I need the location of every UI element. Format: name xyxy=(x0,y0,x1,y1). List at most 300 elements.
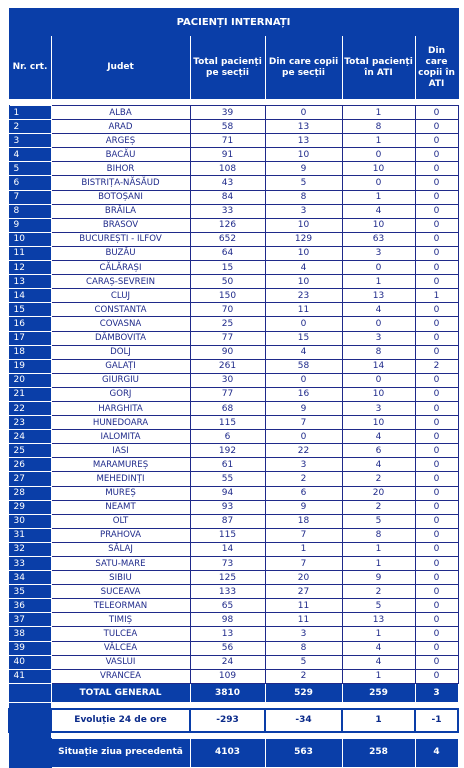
patients-table-container xyxy=(8,8,457,768)
cell-copii-ati: 0 xyxy=(415,106,458,120)
cell-nr: 15 xyxy=(9,303,51,317)
cell-copii: 7 xyxy=(265,416,342,430)
evolution-copii-ati: -1 xyxy=(415,709,458,732)
header-total: Total pacienți pe secții xyxy=(190,36,265,100)
cell-copii: 8 xyxy=(265,190,342,204)
cell-total: 14 xyxy=(190,542,265,556)
table-row xyxy=(9,345,458,359)
cell-nr: 36 xyxy=(9,599,51,613)
cell-judet: IALOMITA xyxy=(51,430,190,444)
cell-total: 73 xyxy=(190,557,265,571)
cell-ati: 6 xyxy=(342,444,415,458)
cell-ati: 13 xyxy=(342,289,415,303)
cell-copii-ati: 0 xyxy=(415,486,458,500)
table-row xyxy=(9,444,458,458)
cell-nr: 22 xyxy=(9,401,51,415)
cell-copii-ati: 0 xyxy=(415,317,458,331)
cell-copii: 0 xyxy=(265,373,342,387)
cell-copii-ati: 0 xyxy=(415,120,458,134)
total-copii: 529 xyxy=(265,683,342,702)
table-row xyxy=(9,669,458,683)
cell-nr: 25 xyxy=(9,444,51,458)
table-row xyxy=(9,261,458,275)
cell-ati: 4 xyxy=(342,458,415,472)
cell-total: 126 xyxy=(190,218,265,232)
cell-ati: 3 xyxy=(342,331,415,345)
cell-judet: GALAȚI xyxy=(51,359,190,373)
cell-copii-ati: 0 xyxy=(415,345,458,359)
table-row xyxy=(9,190,458,204)
cell-ati: 10 xyxy=(342,387,415,401)
cell-total: 261 xyxy=(190,359,265,373)
cell-nr: 16 xyxy=(9,317,51,331)
table-row xyxy=(9,430,458,444)
cell-total: 71 xyxy=(190,134,265,148)
cell-nr: 29 xyxy=(9,500,51,514)
cell-nr: 5 xyxy=(9,162,51,176)
cell-copii: 13 xyxy=(265,134,342,148)
cell-ati: 1 xyxy=(342,557,415,571)
table-row xyxy=(9,148,458,162)
cell-total: 125 xyxy=(190,571,265,585)
cell-total: 77 xyxy=(190,387,265,401)
cell-copii-ati: 0 xyxy=(415,162,458,176)
cell-copii-ati: 0 xyxy=(415,148,458,162)
table-row xyxy=(9,204,458,218)
cell-judet: BISTRIȚA-NĂSĂUD xyxy=(51,176,190,190)
cell-ati: 0 xyxy=(342,317,415,331)
cell-copii: 23 xyxy=(265,289,342,303)
cell-judet: VÂLCEA xyxy=(51,641,190,655)
cell-ati: 10 xyxy=(342,218,415,232)
cell-ati: 8 xyxy=(342,345,415,359)
cell-nr: 31 xyxy=(9,528,51,542)
cell-copii: 11 xyxy=(265,613,342,627)
cell-copii: 2 xyxy=(265,472,342,486)
cell-nr: 13 xyxy=(9,275,51,289)
cell-copii-ati: 0 xyxy=(415,655,458,669)
cell-copii: 8 xyxy=(265,641,342,655)
table-row xyxy=(9,303,458,317)
cell-ati: 10 xyxy=(342,416,415,430)
cell-ati: 4 xyxy=(342,204,415,218)
table-row xyxy=(9,416,458,430)
cell-ati: 1 xyxy=(342,627,415,641)
table-row xyxy=(9,373,458,387)
cell-nr: 32 xyxy=(9,542,51,556)
cell-ati: 1 xyxy=(342,190,415,204)
cell-judet: GORJ xyxy=(51,387,190,401)
cell-total: 39 xyxy=(190,106,265,120)
table-row xyxy=(9,232,458,246)
cell-judet: ARGEȘ xyxy=(51,134,190,148)
cell-judet: NEAMT xyxy=(51,500,190,514)
table-row xyxy=(9,289,458,303)
cell-copii: 11 xyxy=(265,303,342,317)
table-row xyxy=(9,655,458,669)
cell-copii: 129 xyxy=(265,232,342,246)
total-label: TOTAL GENERAL xyxy=(51,683,190,702)
cell-copii-ati: 0 xyxy=(415,416,458,430)
cell-ati: 20 xyxy=(342,486,415,500)
evolution-label: Evoluție 24 de ore xyxy=(51,709,190,732)
cell-judet: BUZĂU xyxy=(51,246,190,260)
cell-copii: 22 xyxy=(265,444,342,458)
cell-total: 150 xyxy=(190,289,265,303)
cell-total: 65 xyxy=(190,599,265,613)
previous-ati: 258 xyxy=(342,738,415,767)
cell-total: 192 xyxy=(190,444,265,458)
cell-ati: 2 xyxy=(342,472,415,486)
cell-ati: 4 xyxy=(342,303,415,317)
cell-copii: 9 xyxy=(265,401,342,415)
cell-judet: CLUJ xyxy=(51,289,190,303)
cell-nr: 19 xyxy=(9,359,51,373)
cell-copii-ati: 0 xyxy=(415,275,458,289)
cell-nr: 38 xyxy=(9,627,51,641)
table-row xyxy=(9,120,458,134)
cell-judet: BACĂU xyxy=(51,148,190,162)
cell-nr: 8 xyxy=(9,204,51,218)
cell-nr: 12 xyxy=(9,261,51,275)
cell-nr: 41 xyxy=(9,669,51,683)
cell-copii: 0 xyxy=(265,317,342,331)
cell-judet: CARAȘ-SEVREIN xyxy=(51,275,190,289)
cell-nr: 11 xyxy=(9,246,51,260)
cell-copii-ati: 0 xyxy=(415,585,458,599)
cell-copii: 4 xyxy=(265,261,342,275)
cell-judet: BIHOR xyxy=(51,162,190,176)
cell-ati: 63 xyxy=(342,232,415,246)
header-copii: Din care copii pe secții xyxy=(265,36,342,100)
cell-nr: 10 xyxy=(9,232,51,246)
header-nr: Nr. crt. xyxy=(9,36,51,100)
cell-ati: 1 xyxy=(342,134,415,148)
cell-total: 109 xyxy=(190,669,265,683)
cell-copii: 20 xyxy=(265,571,342,585)
cell-nr: 9 xyxy=(9,218,51,232)
cell-copii: 10 xyxy=(265,246,342,260)
cell-ati: 1 xyxy=(342,542,415,556)
cell-nr: 18 xyxy=(9,345,51,359)
cell-copii-ati: 0 xyxy=(415,373,458,387)
cell-judet: ARAD xyxy=(51,120,190,134)
table-row xyxy=(9,542,458,556)
cell-copii-ati: 0 xyxy=(415,303,458,317)
cell-judet: IASI xyxy=(51,444,190,458)
cell-copii-ati: 0 xyxy=(415,542,458,556)
cell-copii: 15 xyxy=(265,331,342,345)
cell-nr: 37 xyxy=(9,613,51,627)
cell-copii-ati: 2 xyxy=(415,359,458,373)
header-copii-ati: Din care copii în ATI xyxy=(415,36,458,100)
table-row xyxy=(9,585,458,599)
table-row xyxy=(9,387,458,401)
cell-nr: 27 xyxy=(9,472,51,486)
cell-copii: 13 xyxy=(265,120,342,134)
cell-copii-ati: 0 xyxy=(415,599,458,613)
cell-copii: 7 xyxy=(265,557,342,571)
cell-copii: 1 xyxy=(265,542,342,556)
cell-ati: 1 xyxy=(342,669,415,683)
cell-ati: 5 xyxy=(342,514,415,528)
cell-judet: SATU-MARE xyxy=(51,557,190,571)
cell-total: 13 xyxy=(190,627,265,641)
cell-ati: 8 xyxy=(342,120,415,134)
evolution-ati: 1 xyxy=(342,709,415,732)
cell-judet: GIURGIU xyxy=(51,373,190,387)
cell-ati: 2 xyxy=(342,585,415,599)
cell-ati: 4 xyxy=(342,641,415,655)
cell-copii-ati: 0 xyxy=(415,232,458,246)
cell-copii: 10 xyxy=(265,148,342,162)
cell-ati: 1 xyxy=(342,106,415,120)
cell-copii: 9 xyxy=(265,162,342,176)
cell-copii: 3 xyxy=(265,204,342,218)
cell-judet: BUCUREȘTI - ILFOV xyxy=(51,232,190,246)
cell-copii-ati: 0 xyxy=(415,387,458,401)
cell-copii: 6 xyxy=(265,486,342,500)
cell-judet: CONSTANTA xyxy=(51,303,190,317)
evolution-copii: -34 xyxy=(265,709,342,732)
cell-total: 87 xyxy=(190,514,265,528)
cell-nr: 2 xyxy=(9,120,51,134)
cell-nr: 23 xyxy=(9,416,51,430)
cell-nr: 17 xyxy=(9,331,51,345)
cell-judet: BRĂILA xyxy=(51,204,190,218)
table-row xyxy=(9,317,458,331)
table-row xyxy=(9,134,458,148)
cell-total: 652 xyxy=(190,232,265,246)
header-judet: Judet xyxy=(51,36,190,100)
table-row xyxy=(9,176,458,190)
table-row xyxy=(9,275,458,289)
cell-judet: COVASNA xyxy=(51,317,190,331)
cell-copii: 3 xyxy=(265,458,342,472)
previous-copii: 563 xyxy=(265,738,342,767)
cell-nr: 35 xyxy=(9,585,51,599)
cell-copii: 10 xyxy=(265,275,342,289)
cell-nr: 4 xyxy=(9,148,51,162)
cell-total: 98 xyxy=(190,613,265,627)
cell-judet: TULCEA xyxy=(51,627,190,641)
table-row xyxy=(9,500,458,514)
cell-copii-ati: 0 xyxy=(415,557,458,571)
cell-ati: 3 xyxy=(342,246,415,260)
cell-copii-ati: 0 xyxy=(415,134,458,148)
cell-nr: 39 xyxy=(9,641,51,655)
cell-total: 93 xyxy=(190,500,265,514)
cell-total: 115 xyxy=(190,416,265,430)
cell-copii-ati: 0 xyxy=(415,472,458,486)
cell-ati: 4 xyxy=(342,655,415,669)
cell-ati: 0 xyxy=(342,148,415,162)
cell-judet: OLT xyxy=(51,514,190,528)
cell-copii-ati: 0 xyxy=(415,401,458,415)
cell-total: 115 xyxy=(190,528,265,542)
table-row xyxy=(9,514,458,528)
table-row xyxy=(9,218,458,232)
cell-copii-ati: 0 xyxy=(415,571,458,585)
cell-copii: 18 xyxy=(265,514,342,528)
cell-total: 50 xyxy=(190,275,265,289)
cell-judet: MEHEDINȚI xyxy=(51,472,190,486)
cell-copii: 10 xyxy=(265,218,342,232)
cell-copii: 0 xyxy=(265,430,342,444)
previous-total: 4103 xyxy=(190,738,265,767)
cell-judet: SĂLAJ xyxy=(51,542,190,556)
cell-total: 15 xyxy=(190,261,265,275)
evolution-total: -293 xyxy=(190,709,265,732)
cell-total: 33 xyxy=(190,204,265,218)
cell-judet: SUCEAVA xyxy=(51,585,190,599)
cell-judet: ALBA xyxy=(51,106,190,120)
cell-total: 61 xyxy=(190,458,265,472)
cell-copii-ati: 0 xyxy=(415,500,458,514)
cell-ati: 2 xyxy=(342,500,415,514)
table-body xyxy=(9,106,458,684)
cell-ati: 0 xyxy=(342,261,415,275)
cell-nr: 21 xyxy=(9,387,51,401)
hospitalized-patients-table xyxy=(8,8,459,768)
cell-total: 30 xyxy=(190,373,265,387)
cell-total: 56 xyxy=(190,641,265,655)
cell-judet: SIBIU xyxy=(51,571,190,585)
cell-total: 108 xyxy=(190,162,265,176)
cell-nr: 14 xyxy=(9,289,51,303)
cell-copii-ati: 0 xyxy=(415,176,458,190)
cell-judet: BRASOV xyxy=(51,218,190,232)
cell-copii-ati: 0 xyxy=(415,641,458,655)
cell-copii-ati: 0 xyxy=(415,218,458,232)
cell-copii-ati: 0 xyxy=(415,204,458,218)
header-ati: Total pacienți în ATI xyxy=(342,36,415,100)
cell-total: 64 xyxy=(190,246,265,260)
cell-copii-ati: 0 xyxy=(415,669,458,683)
cell-copii-ati: 0 xyxy=(415,613,458,627)
cell-nr: 28 xyxy=(9,486,51,500)
cell-copii: 5 xyxy=(265,176,342,190)
cell-judet: HARGHITA xyxy=(51,401,190,415)
cell-copii-ati: 0 xyxy=(415,444,458,458)
cell-judet: DÂMBOVITA xyxy=(51,331,190,345)
cell-copii-ati: 0 xyxy=(415,261,458,275)
cell-nr: 7 xyxy=(9,190,51,204)
cell-copii: 9 xyxy=(265,500,342,514)
total-row xyxy=(9,683,458,702)
cell-nr: 20 xyxy=(9,373,51,387)
table-row xyxy=(9,627,458,641)
table-row xyxy=(9,486,458,500)
table-row xyxy=(9,331,458,345)
cell-judet: TIMIȘ xyxy=(51,613,190,627)
cell-copii: 5 xyxy=(265,655,342,669)
cell-nr: 26 xyxy=(9,458,51,472)
table-row xyxy=(9,458,458,472)
evolution-row xyxy=(9,709,458,732)
cell-nr: 30 xyxy=(9,514,51,528)
table-row xyxy=(9,401,458,415)
cell-total: 94 xyxy=(190,486,265,500)
cell-copii: 7 xyxy=(265,528,342,542)
cell-copii: 58 xyxy=(265,359,342,373)
cell-ati: 8 xyxy=(342,528,415,542)
cell-total: 43 xyxy=(190,176,265,190)
table-row xyxy=(9,641,458,655)
cell-total: 24 xyxy=(190,655,265,669)
cell-total: 77 xyxy=(190,331,265,345)
cell-ati: 5 xyxy=(342,599,415,613)
cell-total: 90 xyxy=(190,345,265,359)
previous-label: Situație ziua precedentă xyxy=(51,738,190,767)
cell-copii: 4 xyxy=(265,345,342,359)
cell-total: 58 xyxy=(190,120,265,134)
cell-total: 70 xyxy=(190,303,265,317)
cell-total: 68 xyxy=(190,401,265,415)
cell-copii-ati: 0 xyxy=(415,331,458,345)
cell-nr: 34 xyxy=(9,571,51,585)
cell-nr: 1 xyxy=(9,106,51,120)
cell-judet: MUREȘ xyxy=(51,486,190,500)
cell-judet: PRAHOVA xyxy=(51,528,190,542)
total-ati: 259 xyxy=(342,683,415,702)
cell-ati: 1 xyxy=(342,275,415,289)
cell-copii-ati: 1 xyxy=(415,289,458,303)
cell-copii-ati: 0 xyxy=(415,190,458,204)
total-total: 3810 xyxy=(190,683,265,702)
cell-copii-ati: 0 xyxy=(415,246,458,260)
cell-copii-ati: 0 xyxy=(415,627,458,641)
cell-ati: 3 xyxy=(342,401,415,415)
cell-ati: 4 xyxy=(342,430,415,444)
table-row xyxy=(9,246,458,260)
previous-copii-ati: 4 xyxy=(415,738,458,767)
cell-judet: DOLJ xyxy=(51,345,190,359)
cell-copii: 27 xyxy=(265,585,342,599)
table-row xyxy=(9,613,458,627)
cell-copii: 3 xyxy=(265,627,342,641)
cell-ati: 9 xyxy=(342,571,415,585)
cell-nr: 3 xyxy=(9,134,51,148)
table-row xyxy=(9,599,458,613)
cell-judet: CĂLĂRAȘI xyxy=(51,261,190,275)
cell-judet: BOTOȘANI xyxy=(51,190,190,204)
total-copii-ati: 3 xyxy=(415,683,458,702)
cell-copii: 16 xyxy=(265,387,342,401)
cell-total: 6 xyxy=(190,430,265,444)
cell-nr: 6 xyxy=(9,176,51,190)
cell-ati: 14 xyxy=(342,359,415,373)
table-row xyxy=(9,359,458,373)
cell-copii: 0 xyxy=(265,106,342,120)
table-row xyxy=(9,571,458,585)
cell-copii: 11 xyxy=(265,599,342,613)
cell-judet: MARAMUREȘ xyxy=(51,458,190,472)
cell-ati: 13 xyxy=(342,613,415,627)
cell-copii-ati: 0 xyxy=(415,458,458,472)
table-row xyxy=(9,557,458,571)
cell-nr: 40 xyxy=(9,655,51,669)
cell-copii-ati: 0 xyxy=(415,514,458,528)
cell-copii: 2 xyxy=(265,669,342,683)
cell-copii-ati: 0 xyxy=(415,430,458,444)
table-row xyxy=(9,106,458,120)
cell-copii-ati: 0 xyxy=(415,528,458,542)
cell-total: 91 xyxy=(190,148,265,162)
cell-judet: VRANCEA xyxy=(51,669,190,683)
cell-judet: HUNEDOARA xyxy=(51,416,190,430)
cell-total: 84 xyxy=(190,190,265,204)
